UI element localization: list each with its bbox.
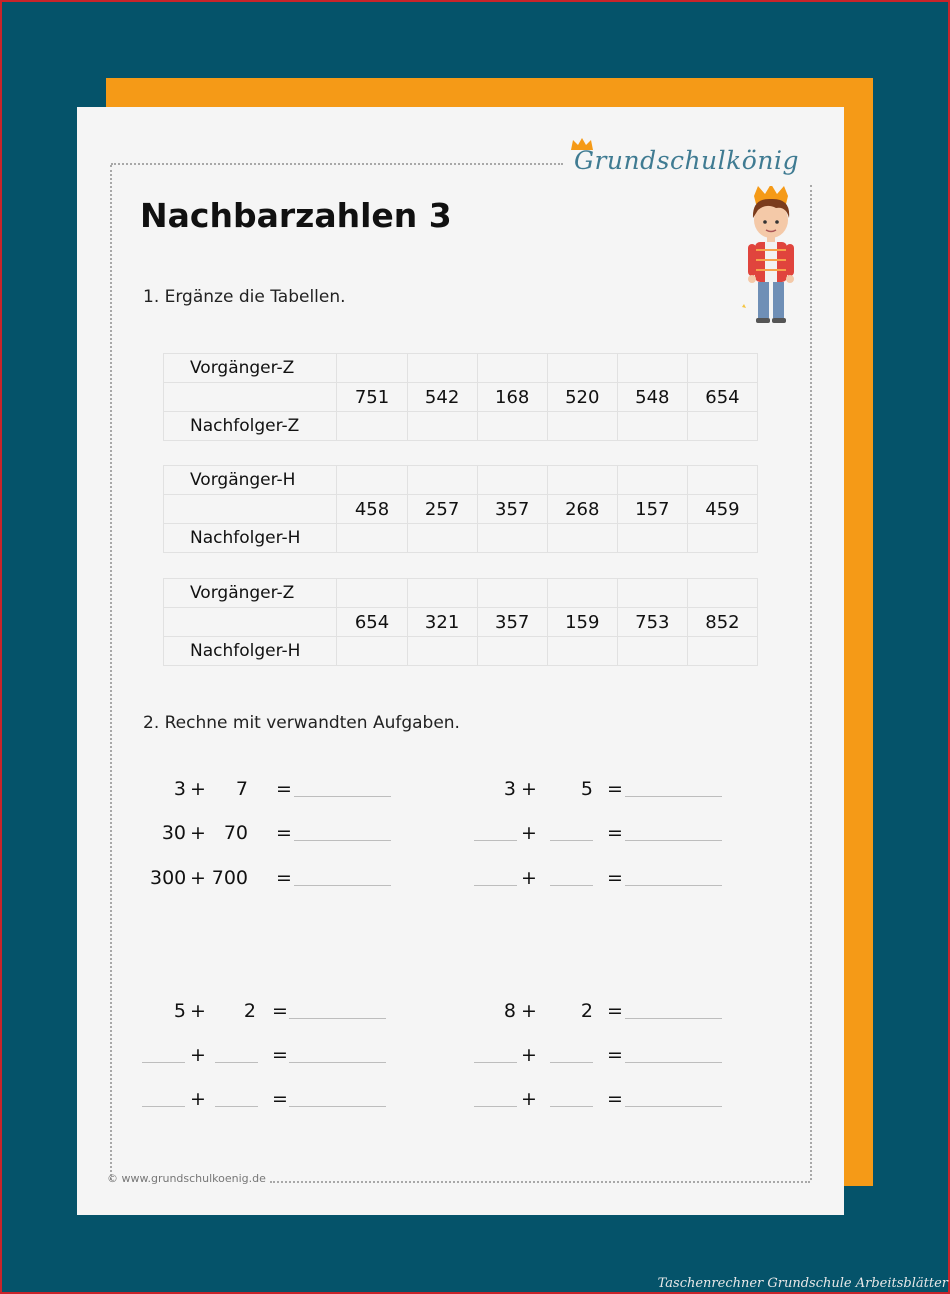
- answer-line[interactable]: [294, 840, 391, 841]
- neighbor-table-2: [163, 465, 758, 553]
- answer-cell[interactable]: [617, 466, 687, 495]
- answer-cell[interactable]: [337, 637, 407, 666]
- answer-cell[interactable]: [617, 412, 687, 441]
- empty-label-cell: [164, 495, 337, 524]
- plus-sign: +: [190, 1044, 206, 1066]
- empty-label-cell: [164, 383, 337, 412]
- answer-line[interactable]: [625, 1018, 722, 1019]
- dotted-border-right: [810, 185, 812, 1180]
- answer-cell[interactable]: [407, 412, 477, 441]
- equals-sign: =: [272, 1044, 288, 1066]
- equals-sign: =: [607, 778, 623, 800]
- given-number: 520: [547, 383, 617, 412]
- plus-sign: +: [521, 1044, 537, 1066]
- answer-cell[interactable]: [477, 637, 547, 666]
- plus-sign: +: [521, 1088, 537, 1110]
- answer-cell[interactable]: [477, 524, 547, 553]
- given-number: 268: [547, 495, 617, 524]
- empty-label-cell: [164, 608, 337, 637]
- answer-cell[interactable]: [337, 354, 407, 383]
- operand-a-blank[interactable]: [474, 840, 517, 841]
- answer-cell[interactable]: [477, 354, 547, 383]
- dotted-border-bottom: [270, 1181, 810, 1183]
- equals-sign: =: [272, 1088, 288, 1110]
- given-number: 157: [617, 495, 687, 524]
- operand-a: 3: [173, 778, 186, 800]
- answer-cell[interactable]: [477, 412, 547, 441]
- operand-b: 2: [580, 1000, 593, 1022]
- operand-b: 2: [243, 1000, 256, 1022]
- equals-sign: =: [272, 1000, 288, 1022]
- answer-cell[interactable]: [337, 466, 407, 495]
- answer-cell[interactable]: [617, 524, 687, 553]
- successor-label: Nachfolger-Z: [164, 412, 337, 441]
- answer-cell[interactable]: [407, 524, 477, 553]
- answer-cell[interactable]: [547, 466, 617, 495]
- operand-b-blank[interactable]: [550, 885, 593, 886]
- equals-sign: =: [607, 822, 623, 844]
- predecessor-label: Vorgänger-Z: [164, 579, 337, 608]
- answer-line[interactable]: [289, 1062, 386, 1063]
- answer-cell[interactable]: [547, 524, 617, 553]
- operand-a-blank[interactable]: [142, 1106, 185, 1107]
- answer-line[interactable]: [294, 885, 391, 886]
- answer-line[interactable]: [289, 1018, 386, 1019]
- dotted-border-left: [110, 165, 112, 1180]
- task-2-instruction: 2. Rechne mit verwandten Aufgaben.: [143, 713, 460, 733]
- answer-cell[interactable]: [687, 412, 757, 441]
- given-number: 548: [617, 383, 687, 412]
- predecessor-label: Vorgänger-H: [164, 466, 337, 495]
- plus-sign: +: [190, 778, 206, 800]
- equals-sign: =: [607, 1000, 623, 1022]
- equals-sign: =: [607, 1044, 623, 1066]
- operand-a: 8: [503, 1000, 516, 1022]
- plus-sign: +: [190, 1088, 206, 1110]
- answer-line[interactable]: [625, 1062, 722, 1063]
- operand-b-blank[interactable]: [550, 1106, 593, 1107]
- neighbor-table-3: [163, 578, 758, 666]
- equals-sign: =: [276, 822, 292, 844]
- operand-b: 700: [211, 867, 248, 889]
- answer-cell[interactable]: [407, 466, 477, 495]
- answer-cell[interactable]: [687, 354, 757, 383]
- given-number: 654: [337, 608, 407, 637]
- operand-b: 5: [580, 778, 593, 800]
- equals-sign: =: [276, 867, 292, 889]
- answer-line[interactable]: [625, 885, 722, 886]
- equals-sign: =: [607, 1088, 623, 1110]
- operand-b: 70: [223, 822, 248, 844]
- operand-a: 3: [503, 778, 516, 800]
- answer-cell[interactable]: [687, 466, 757, 495]
- operand-b-blank[interactable]: [550, 1062, 593, 1063]
- predecessor-label: Vorgänger-Z: [164, 354, 337, 383]
- given-number: 751: [337, 383, 407, 412]
- footer-copyright-link[interactable]: © www.grundschulkoenig.de: [107, 1172, 266, 1185]
- task-1-instruction: 1. Ergänze die Tabellen.: [143, 287, 346, 307]
- operand-a-blank[interactable]: [474, 885, 517, 886]
- answer-cell[interactable]: [477, 579, 547, 608]
- operand-b-blank[interactable]: [550, 840, 593, 841]
- given-number: 458: [337, 495, 407, 524]
- answer-cell[interactable]: [687, 524, 757, 553]
- plus-sign: +: [521, 822, 537, 844]
- successor-label: Nachfolger-H: [164, 524, 337, 553]
- answer-cell[interactable]: [547, 412, 617, 441]
- given-number: 159: [547, 608, 617, 637]
- answer-cell[interactable]: [337, 524, 407, 553]
- successor-label: Nachfolger-H: [164, 637, 337, 666]
- plus-sign: +: [190, 822, 206, 844]
- operand-a-blank[interactable]: [474, 1106, 517, 1107]
- answer-line[interactable]: [294, 796, 391, 797]
- answer-line[interactable]: [625, 796, 722, 797]
- operand-a: 30: [161, 822, 186, 844]
- given-number: 257: [407, 495, 477, 524]
- answer-cell[interactable]: [477, 466, 547, 495]
- plus-sign: +: [521, 1000, 537, 1022]
- operand-b-blank[interactable]: [215, 1062, 258, 1063]
- given-number: 753: [617, 608, 687, 637]
- answer-cell[interactable]: [547, 354, 617, 383]
- neighbor-table-1: [163, 353, 758, 441]
- answer-cell[interactable]: [547, 637, 617, 666]
- given-number: 357: [477, 495, 547, 524]
- given-number: 654: [687, 383, 757, 412]
- answer-cell[interactable]: [687, 579, 757, 608]
- answer-cell[interactable]: [407, 637, 477, 666]
- answer-cell[interactable]: [407, 354, 477, 383]
- operand-a-blank[interactable]: [142, 1062, 185, 1063]
- operand-a-blank[interactable]: [474, 1062, 517, 1063]
- boy-character-icon: [736, 186, 806, 326]
- answer-cell[interactable]: [617, 579, 687, 608]
- operand-b: 7: [235, 778, 248, 800]
- answer-line[interactable]: [625, 1106, 722, 1107]
- answer-line[interactable]: [625, 840, 722, 841]
- operand-a: 300: [150, 867, 187, 889]
- watermark-caption: Taschenrechner Grundschule Arbeitsblätter: [657, 1276, 948, 1291]
- plus-sign: +: [521, 867, 537, 889]
- given-number: 542: [407, 383, 477, 412]
- answer-cell[interactable]: [407, 579, 477, 608]
- answer-line[interactable]: [289, 1106, 386, 1107]
- answer-cell[interactable]: [617, 637, 687, 666]
- plus-sign: +: [521, 778, 537, 800]
- equals-sign: =: [276, 778, 292, 800]
- operand-b-blank[interactable]: [215, 1106, 258, 1107]
- plus-sign: +: [190, 867, 206, 889]
- given-number: 168: [477, 383, 547, 412]
- operand-a: 5: [173, 1000, 186, 1022]
- answer-cell[interactable]: [337, 579, 407, 608]
- given-number: 321: [407, 608, 477, 637]
- plus-sign: +: [190, 1000, 206, 1022]
- page-title: Nachbarzahlen 3: [140, 196, 452, 235]
- given-number: 357: [477, 608, 547, 637]
- brand-logo: Grundschulkönig: [574, 146, 799, 175]
- answer-cell[interactable]: [617, 354, 687, 383]
- answer-cell[interactable]: [547, 579, 617, 608]
- answer-cell[interactable]: [687, 637, 757, 666]
- given-number: 459: [687, 495, 757, 524]
- dotted-border-top: [111, 163, 563, 165]
- equals-sign: =: [607, 867, 623, 889]
- answer-cell[interactable]: [337, 412, 407, 441]
- given-number: 852: [687, 608, 757, 637]
